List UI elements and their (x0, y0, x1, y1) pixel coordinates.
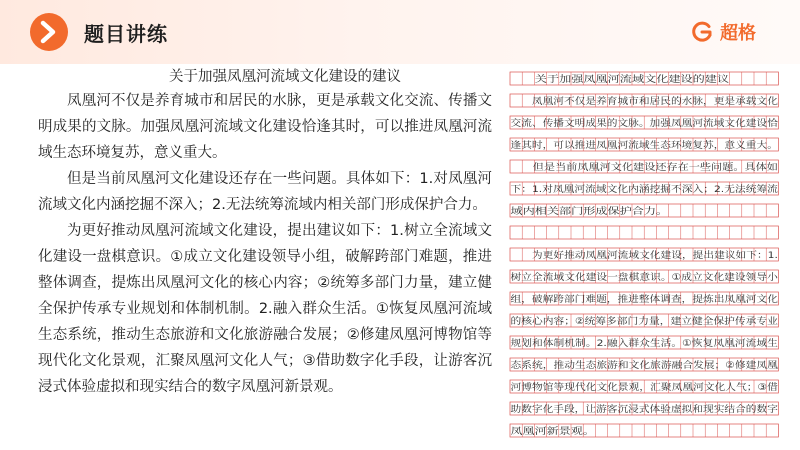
sheet-line-text: 组，破解跨部门难题，推进整体调查，提炼出凤凰河文化 (510, 294, 741, 306)
sheet-row (510, 182, 778, 195)
sheet-row (510, 336, 778, 349)
sheet-row (510, 116, 779, 129)
sheet-row (510, 314, 778, 327)
arrow-right-icon (30, 13, 68, 51)
sheet-row (510, 402, 778, 415)
essay-paragraph-2: 但是当前凤凰河文化建设还存在一些问题。具体如下：1.对凤凰河流域文化内涵挖掘不深入；2.无法统筹流域内相关部门形成保护合力。 (38, 171, 492, 213)
sheet-row (510, 94, 778, 107)
sheet-row (510, 226, 778, 239)
sheet-line-text: 为更好推动凤凰河流域文化建设，提出建议如下：1. (510, 250, 740, 262)
sheet-line-text: 逢其时，可以推进凤凰河流域生态环境复苏，意义重大。 (510, 140, 741, 152)
essay-paragraph-3: 为更好推动凤凰河流域文化建设，提出建议如下：1.树立全流域文化建设一盘棋意识。①成立文化建设领导小组，破解跨部门难题，推进整体调查，提炼出凤凰河文化的核心内容；②统筹多部门力量，建立健全保护传承专业规划和体制机制。2.融入群众生活。①恢复凤凰河流域生态系统，推动生态旅游和文化旅游融合发展；②修建凤凰河博物馆等现代化文化景观，汇聚凤凰河文化人气；③借助数字化手段，让游客沉浸式体验虚拟和现实结合的数字凤凰河新景观。 (38, 223, 492, 395)
essay-paragraph-1: 凤凰河不仅是养育城市和居民的水脉，更是承载文化交流、传播文明成果的文脉。加强凤凰河流域文化建设恰逢其时，可以推进凤凰河流域生态环境复苏，意义重大。 (38, 93, 492, 161)
answer-sheet-grid (502, 64, 790, 450)
brand-logo (690, 18, 756, 46)
sheet-row (510, 270, 779, 283)
header-bar (0, 0, 800, 64)
sheet-row (510, 292, 778, 305)
sheet-row (510, 380, 778, 393)
sheet-line-text: 下：1.对凤凰河流域文化内涵挖掘不深入；2.无法统筹流 (510, 184, 740, 196)
sheet-row (510, 424, 778, 437)
sheet-line-text: 规划和体制机制。2.融入群众生活。①恢复凤凰河流域生 (510, 338, 739, 350)
page-title: 题目讲练 (84, 22, 168, 46)
sheet-line-text: 河博物馆等现代化文化景观，汇聚凤凰河文化人气；③借 (510, 382, 740, 394)
sheet-line-text: 凤凰河新景观。 (510, 426, 575, 438)
sheet-line-text: 关于加强凤凰河流域文化建设的建议 (510, 74, 676, 86)
logo-text: 超格 (720, 23, 756, 44)
sheet-row (510, 248, 778, 261)
sheet-row (510, 72, 778, 85)
sheet-line-text: 的核心内容；②统筹多部门力量，建立健全保护传承专业 (510, 316, 740, 328)
logo-icon (690, 20, 714, 44)
answer-sheet (502, 64, 790, 450)
essay-title: 关于加强凤凰河流域文化建设的建议 (169, 69, 401, 85)
sheet-row (510, 358, 778, 371)
sheet-line-text: 域内相关部门形成保护合力。 (510, 206, 630, 218)
sheet-line-text: 但是当前凤凰河文化建设还存在一些问题。具体如 (510, 162, 731, 174)
sheet-line-text: 凤凰河不仅是养育城市和居民的水脉，更是承载文化 (510, 96, 741, 108)
sheet-row (510, 138, 778, 151)
essay-panel (38, 64, 492, 400)
sheet-row (510, 204, 778, 217)
sheet-line-text: 树立全流域文化建设一盘棋意识。①成立文化建设领导小 (510, 272, 740, 284)
sheet-line-text: 态系统，推动生态旅游和文化旅游融合发展；②修建凤凰 (510, 360, 740, 372)
sheet-row (510, 160, 778, 173)
sheet-line-text: 助数字化手段，让游客沉浸式体验虚拟和现实结合的数字 (510, 404, 741, 416)
sheet-line-text: 交流、传播文明成果的文脉。加强凤凰河流域文化建设恰 (510, 118, 741, 130)
